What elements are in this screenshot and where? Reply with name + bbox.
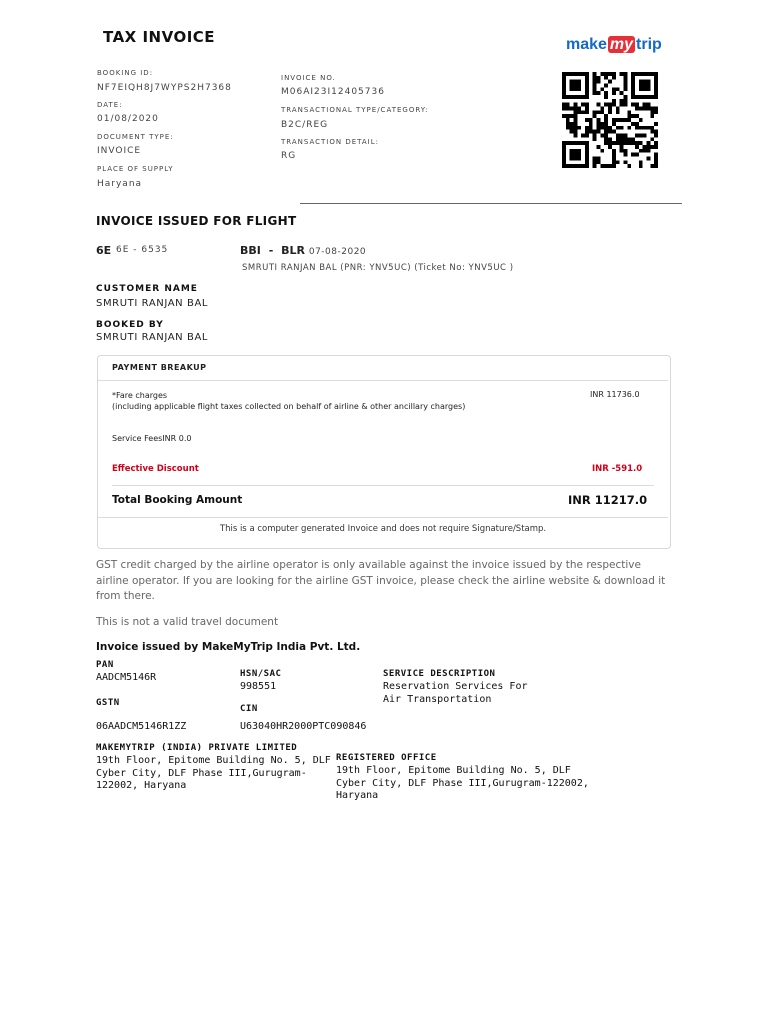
transaction-detail-label: TRANSACTION DETAIL:	[281, 138, 379, 146]
service-description-value	[383, 681, 528, 706]
address-line: 19th Floor, Epitome Building No. 5, DLF	[336, 765, 571, 776]
address-line: Haryana	[336, 790, 379, 801]
issued-by: Invoice issued by MakeMyTrip India Pvt. Ltd.	[96, 641, 361, 653]
hsn-label: HSN/SAC	[240, 669, 282, 679]
total-label: Total Booking Amount	[112, 494, 243, 506]
transaction-detail-value: RG	[281, 151, 297, 161]
passenger-line: SMRUTI RANJAN BAL (PNR: YNV5UC) (Ticket No: YNV5UC )	[242, 263, 514, 273]
cin-value: U63040HR2000PTC090846	[240, 721, 367, 732]
gst-note: GST credit charged by the airline operator is only available against the invoice issued by the respective airline operator. If you are looking for the airline GST invoice, please check the airline website & download it from there.	[96, 559, 666, 602]
address-line: 19th Floor, Epitome Building No. 5, DLF	[96, 755, 331, 766]
transaction-type-label: TRANSACTIONAL TYPE/CATEGORY:	[281, 106, 429, 114]
payment-breakup-card	[97, 355, 671, 549]
card-divider	[98, 517, 668, 518]
service-description-line: Reservation Services For	[383, 681, 528, 692]
service-description-label: SERVICE DESCRIPTION	[383, 669, 496, 679]
pan-value: AADCM5146R	[96, 672, 157, 683]
booked-by-value: SMRUTI RANJAN BAL	[96, 332, 209, 343]
place-of-supply-label: PLACE OF SUPPLY	[97, 165, 174, 173]
document-type-label: DOCUMENT TYPE:	[97, 133, 174, 141]
fare-charges	[112, 390, 502, 412]
service-fees: Service FeesINR 0.0	[112, 434, 192, 443]
cin-label: CIN	[240, 704, 258, 714]
route-to: BLR	[281, 244, 306, 257]
booking-id-value: NF7EIQH8J7WYPS2H7368	[97, 83, 232, 93]
payment-breakup-header: PAYMENT BREAKUP	[112, 363, 207, 372]
computer-generated-note: This is a computer generated Invoice and does not require Signature/Stamp.	[219, 524, 547, 534]
flight-section-title: INVOICE ISSUED FOR FLIGHT	[96, 214, 297, 228]
page-title: TAX INVOICE	[103, 28, 216, 46]
flight-number: 6E - 6535	[116, 245, 169, 255]
airline-code: 6E	[96, 244, 112, 257]
route-from: BBI	[240, 244, 261, 257]
date-value: 01/08/2020	[97, 114, 159, 124]
address-line: 122002, Haryana	[96, 780, 187, 791]
fare-label: *Fare charges	[112, 391, 168, 400]
registered-office-address	[336, 765, 589, 803]
discount-label: Effective Discount	[112, 464, 199, 474]
hsn-value: 998551	[240, 681, 277, 692]
card-divider	[98, 380, 668, 381]
invoice-no-value: M06AI23I12405736	[281, 87, 385, 97]
total-amount: INR 11217.0	[568, 493, 648, 507]
booking-id-label: BOOKING ID:	[97, 69, 154, 77]
makemytrip-logo: make my trip	[566, 36, 662, 53]
discount-amount: INR -591.0	[592, 464, 643, 474]
card-divider	[112, 485, 654, 486]
customer-name-value: SMRUTI RANJAN BAL	[96, 298, 209, 309]
pan-label: PAN	[96, 660, 114, 670]
booked-by-label: BOOKED BY	[96, 320, 164, 330]
date-label: DATE:	[97, 101, 123, 109]
transaction-type-value: B2C/REG	[281, 120, 329, 130]
flight-route	[240, 244, 366, 257]
place-of-supply-value: Haryana	[97, 179, 143, 189]
fare-note: (including applicable flight taxes collected on behalf of airline & other ancillary charges)	[112, 402, 466, 411]
company-name-label: MAKEMYTRIP (INDIA) PRIVATE LIMITED	[96, 743, 298, 753]
address-line: Cyber City, DLF Phase III,Gurugram-	[96, 767, 307, 779]
route-dash: -	[268, 244, 274, 257]
registered-office-label: REGISTERED OFFICE	[336, 753, 437, 763]
not-valid-note: This is not a valid travel document	[96, 616, 279, 628]
fare-amount: INR 11736.0	[590, 390, 640, 399]
gstn-label: GSTN	[96, 698, 120, 708]
address-line: Cyber City, DLF Phase III,Gurugram-122002,	[336, 777, 589, 789]
qr-code-icon	[562, 72, 658, 168]
customer-name-label: CUSTOMER NAME	[96, 284, 198, 294]
invoice-no-label: INVOICE NO.	[281, 74, 336, 82]
company-address	[96, 755, 331, 793]
gstn-value: 06AADCM5146R1ZZ	[96, 721, 187, 732]
header-divider	[300, 203, 682, 204]
service-description-line: Air Transportation	[383, 693, 492, 705]
document-type-value: INVOICE	[97, 146, 142, 156]
flight-date: 07-08-2020	[308, 247, 367, 257]
